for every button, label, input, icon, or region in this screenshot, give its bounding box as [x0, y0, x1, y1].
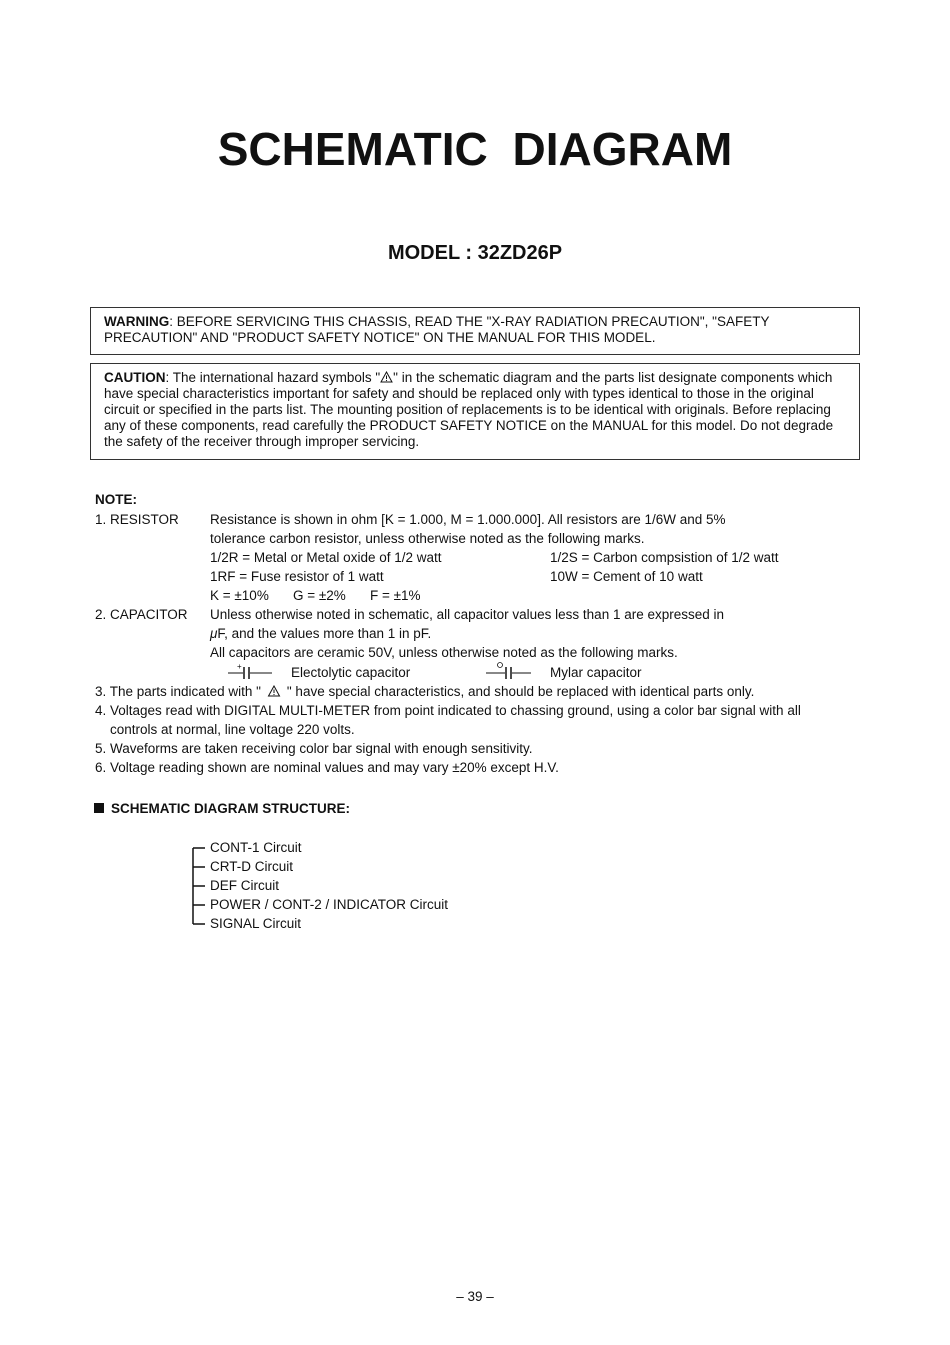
structure-tree-lines — [190, 845, 208, 931]
note-item-4-line-1: 4. Voltages read with DIGITAL MULTI-METER from point indicated to chassing ground, using a color bar signal with all — [95, 703, 801, 718]
mark-1rf: 1RF = Fuse resistor of 1 watt — [210, 569, 384, 584]
electrolytic-capacitor-icon — [228, 661, 274, 681]
structure-item: CONT-1 Circuit — [210, 840, 302, 855]
resistor-label: 1. RESISTOR — [95, 512, 179, 527]
mylar-capacitor-icon — [486, 661, 532, 681]
warning-box — [90, 307, 860, 355]
page-number: – 39 – — [456, 1289, 494, 1304]
mark-12s: 1/2S = Carbon compsistion of 1/2 watt — [550, 550, 779, 565]
tolerance-f: F = ±1% — [370, 588, 421, 603]
note-item-3-text-2: " have special characteristics, and should be replaced with identical parts only. — [286, 684, 755, 699]
bullet-square-icon — [94, 803, 104, 813]
caution-box — [90, 363, 860, 460]
warning-label: WARNING — [104, 314, 170, 329]
warning-text: : BEFORE SERVICING THIS CHASSIS, READ THE "X-RAY RADIATION PRECAUTION", "SAFETY PRECAUTION" AND "PRODUCT SAFETY NOTICE" ON THE MANUAL FOR THIS MODEL. — [104, 314, 770, 345]
caution-label: CAUTION — [104, 370, 166, 385]
note-item-3 — [95, 684, 754, 700]
mark-12r: 1/2R = Metal or Metal oxide of 1/2 watt — [210, 550, 442, 565]
tolerance-k: K = ±10% — [210, 588, 269, 603]
structure-item: SIGNAL Circuit — [210, 916, 302, 931]
resistor-line-1: Resistance is shown in ohm [K = 1.000, M = 1.000.000]. All resistors are 1/6W and 5% — [210, 512, 726, 527]
caution-text-1: : The international hazard symbols " — [165, 370, 381, 385]
structure-item: POWER / CONT-2 / INDICATOR Circuit — [210, 897, 449, 912]
capacitor-line-2 — [210, 626, 431, 642]
capacitor-line-3: All capacitors are ceramic 50V, unless otherwise noted as the following marks. — [210, 645, 678, 660]
note-item-3-text-1: 3. The parts indicated with " — [95, 684, 261, 699]
structure-heading: SCHEMATIC DIAGRAM STRUCTURE: — [111, 801, 350, 816]
note-item-5: 5. Waveforms are taken receiving color bar signal with enough sensitivity. — [95, 741, 533, 756]
capacitor-line-1: Unless otherwise noted in schematic, all capacitor values less than 1 are expressed in — [210, 607, 725, 622]
capacitor-line-2-text: F, and the values more than 1 in pF. — [217, 626, 432, 641]
note-item-6: 6. Voltage reading shown are nominal values and may vary ±20% except H.V. — [95, 760, 559, 775]
hazard-triangle-icon — [380, 371, 393, 383]
capacitor-label: 2. CAPACITOR — [95, 607, 188, 622]
model-heading: MODEL : 32ZD26P — [387, 242, 563, 264]
caution-text-2: " in the schematic diagram and the parts list designate components which have special characteristics important for safety and should be replaced only with types identical to those in the original circuit or specified in the parts list. The mounting position of replacements is to be identical with originals. Before replacing any of these components, read carefully the PRODUCT SAFETY NOTICE on the MANUAL for this model. Do not degrade the safety of the receiver through improper servicing. — [104, 370, 834, 449]
page-title: SCHEMATIC DIAGRAM — [217, 123, 733, 175]
structure-item: CRT-D Circuit — [210, 859, 294, 874]
structure-item: DEF Circuit — [210, 878, 280, 893]
mylar-label: Mylar capacitor — [550, 665, 642, 680]
tolerance-g: G = ±2% — [293, 588, 346, 603]
resistor-line-2: tolerance carbon resistor, unless otherwise noted as the following marks. — [210, 531, 645, 546]
electrolytic-label: Electolytic capacitor — [291, 665, 411, 680]
mark-10w: 10W = Cement of 10 watt — [550, 569, 703, 584]
note-item-4-line-2: controls at normal, line voltage 220 volts. — [110, 722, 355, 737]
note-heading: NOTE: — [95, 492, 137, 507]
svg-text:+: + — [237, 662, 242, 671]
mu-symbol: μ — [210, 626, 218, 641]
hazard-triangle-icon — [261, 685, 287, 697]
